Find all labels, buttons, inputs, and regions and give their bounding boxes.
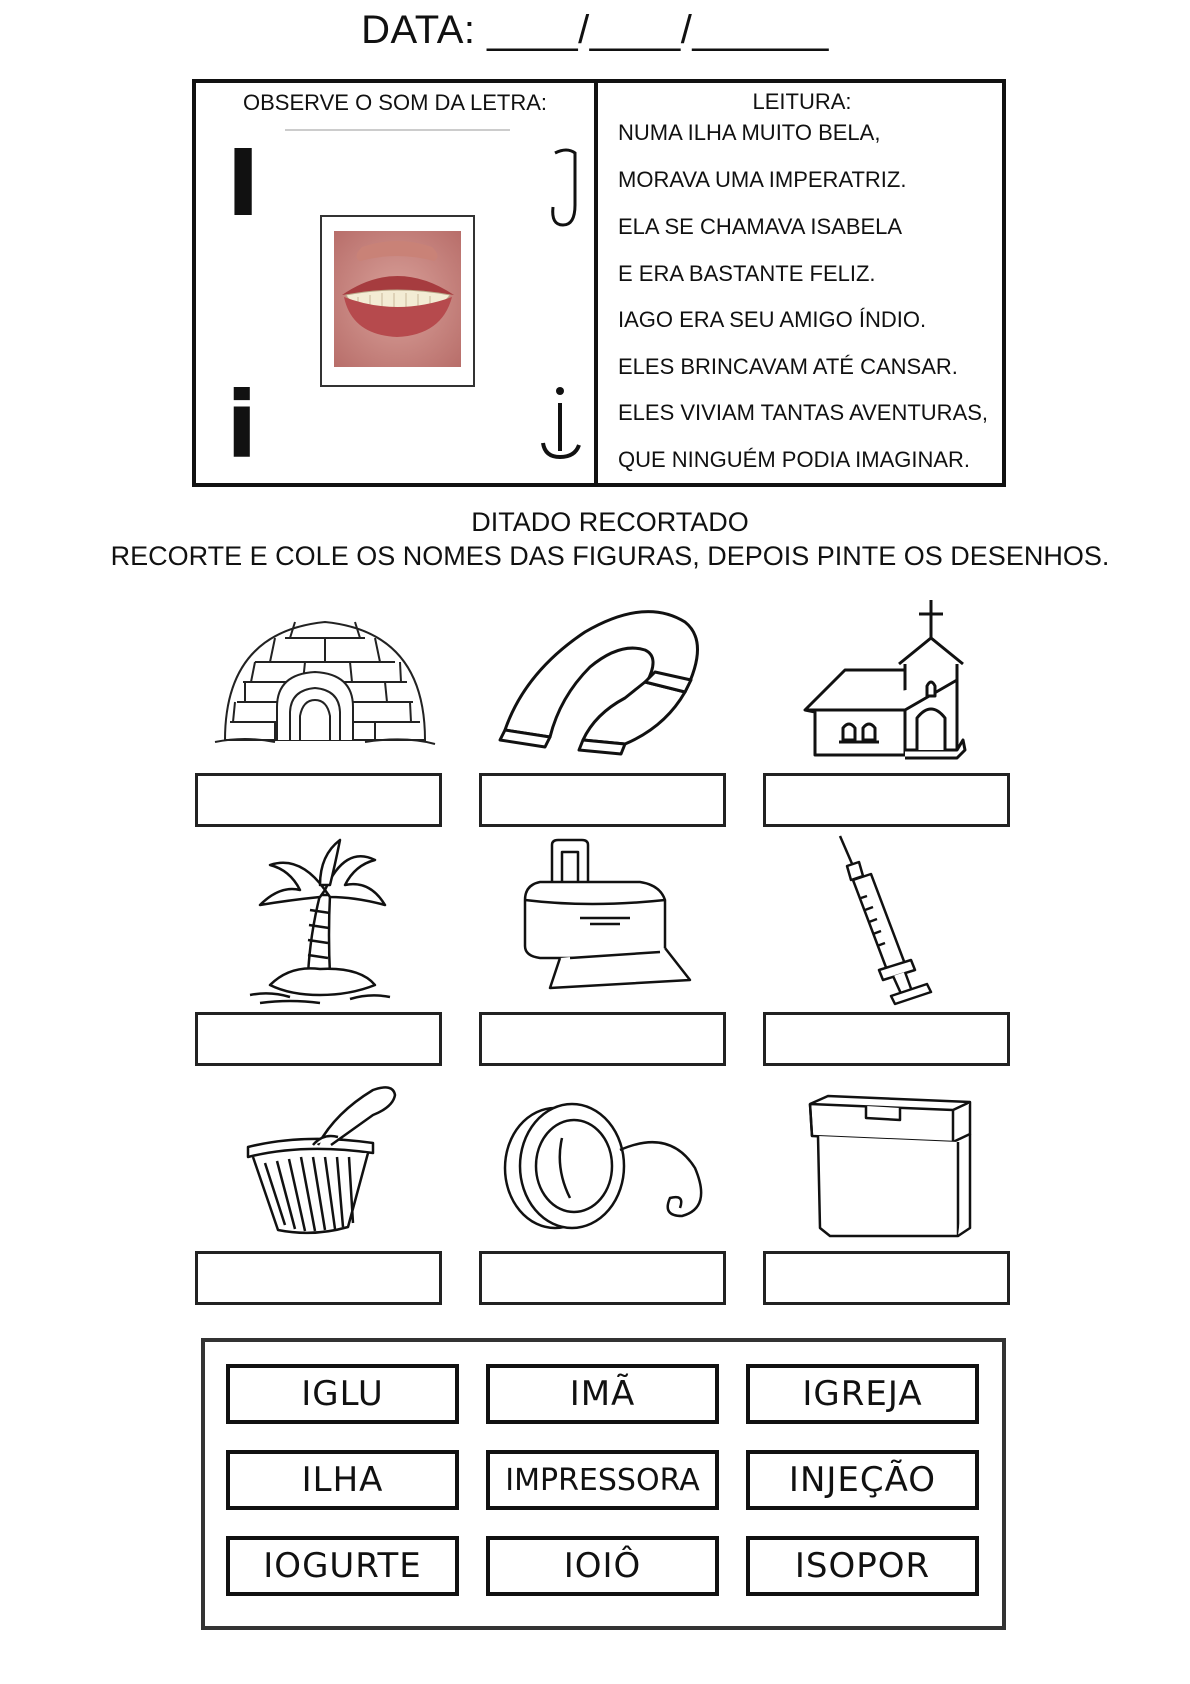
photo-guide-line (285, 129, 510, 131)
mouth-photo-frame (320, 215, 475, 387)
answer-box[interactable] (195, 1012, 442, 1066)
yogurt-icon (243, 1085, 403, 1240)
word-card-igreja[interactable]: IGREJA (746, 1364, 979, 1424)
igloo-icon (215, 612, 435, 750)
reading-line: E ERA BASTANTE FELIZ. (618, 261, 876, 286)
magnet-icon (495, 602, 720, 757)
answer-box[interactable] (195, 1251, 442, 1305)
answer-box[interactable] (479, 1012, 726, 1066)
word-card-ioio[interactable]: IOIÔ (486, 1536, 719, 1596)
styrofoam-box-icon (808, 1096, 973, 1241)
answer-box[interactable] (479, 773, 726, 827)
reading-label: LEITURA: (752, 89, 852, 114)
smiling-mouth-photo (322, 217, 473, 385)
reading-line: QUE NINGUÉM PODIA IMAGINAR. (618, 447, 971, 472)
answer-box[interactable] (763, 1012, 1010, 1066)
reading-line: NUMA ILHA MUITO BELA, (618, 120, 881, 145)
word-card-impressora[interactable]: IMPRESSORA (486, 1450, 719, 1510)
yoyo-icon (500, 1098, 715, 1236)
letter-upper-cursive (545, 145, 585, 235)
answer-box[interactable] (195, 773, 442, 827)
date-line: DATA: ____/____/______ (361, 8, 829, 52)
letter-lower-cursive (535, 385, 585, 465)
dictation-title: DITADO RECORTADO (471, 507, 749, 537)
word-card-iglu[interactable]: IGLU (226, 1364, 459, 1424)
answer-box[interactable] (763, 773, 1010, 827)
word-card-isopor[interactable]: ISOPOR (746, 1536, 979, 1596)
answer-box[interactable] (763, 1251, 1010, 1305)
reading-line: ELA SE CHAMAVA ISABELA (618, 214, 903, 239)
answer-box[interactable] (479, 1251, 726, 1305)
dictation-instruction: RECORTE E COLE OS NOMES DAS FIGURAS, DEPOIS PINTE OS DESENHOS. (110, 541, 1110, 571)
panel-divider (594, 79, 598, 487)
letter-upper-print: I (226, 130, 261, 237)
word-card-ima[interactable]: IMÃ (486, 1364, 719, 1424)
reading-line: IAGO ERA SEU AMIGO ÍNDIO. (618, 307, 927, 332)
church-icon (805, 600, 975, 765)
observe-label: OBSERVE O SOM DA LETRA: (242, 90, 547, 115)
reading-line: ELES BRINCAVAM ATÉ CANSAR. (618, 354, 958, 379)
word-card-ilha[interactable]: ILHA (226, 1450, 459, 1510)
reading-line: MORAVA UMA IMPERATRIZ. (618, 167, 907, 192)
island-icon (250, 835, 390, 1005)
word-card-iogurte[interactable]: IOGURTE (226, 1536, 459, 1596)
word-card-injecao[interactable]: INJEÇÃO (746, 1450, 979, 1510)
letter-lower-print: i (226, 372, 258, 479)
printer-icon (520, 840, 695, 990)
reading-line: ELES VIVIAM TANTAS AVENTURAS, (618, 400, 989, 425)
syringe-icon (835, 836, 935, 1001)
